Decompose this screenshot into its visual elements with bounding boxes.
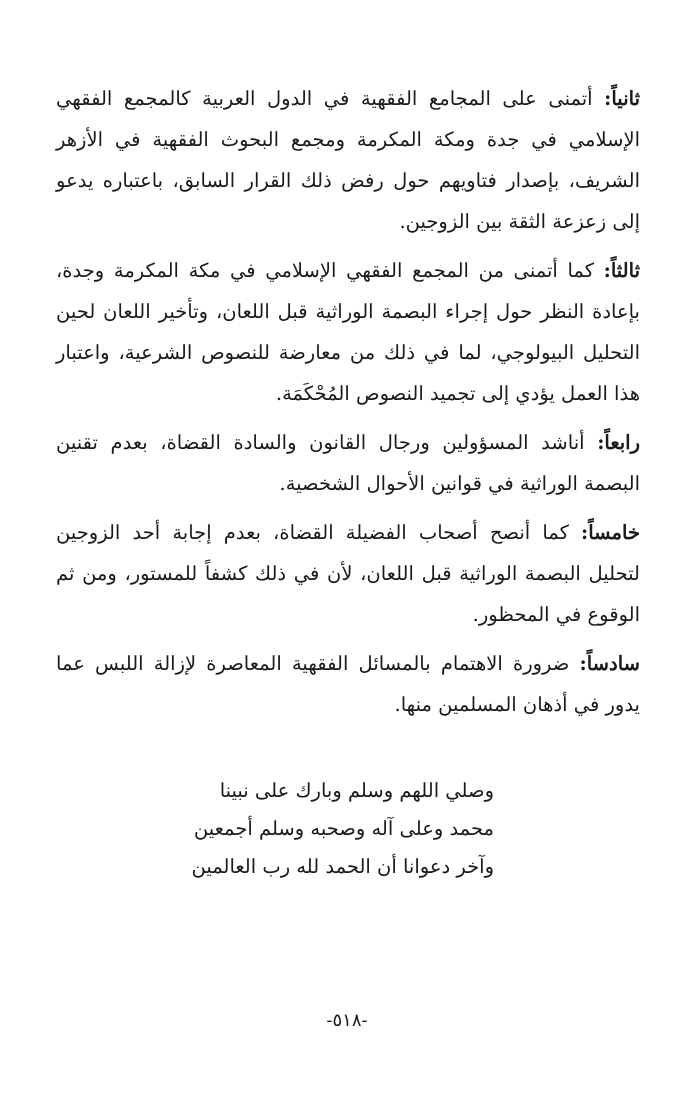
paragraph-lead: سادساً: [579, 652, 640, 675]
document-body [56, 78, 640, 733]
paragraph-lead: ثالثاً: [603, 259, 640, 282]
paragraph-fifth [56, 512, 640, 635]
closing-line: وآخر دعوانا أن الحمد لله رب العالمين [191, 855, 494, 878]
paragraph-text: كما أنصح أصحاب الفضيلة القضاة، بعدم إجابة أحد الزوجين لتحليل البصمة الوراثية قبل اللعان، لأن في ذلك كشفاً للمستور، ومن ثم الوقوع في المحظور. [56, 521, 640, 626]
page-number: -٥١٨- [326, 1010, 368, 1031]
closing-prayer [150, 772, 494, 886]
paragraph-text: ضرورة الاهتمام بالمسائل الفقهية المعاصرة لإزالة اللبس عما يدور في أذهان المسلمين منها. [56, 652, 640, 716]
closing-line: محمد وعلى آله وصحبه وسلم أجمعين [193, 817, 494, 840]
closing-line: وصلي اللهم وسلم وبارك على نبينا [219, 779, 494, 802]
paragraph-lead: ثانياً: [604, 87, 640, 110]
paragraph-text: أناشد المسؤولين ورجال القانون والسادة القضاة، بعدم تقنين البصمة الوراثية في قوانين الأحوال الشخصية. [56, 431, 640, 495]
paragraph-second [56, 78, 640, 242]
paragraph-fourth [56, 422, 640, 504]
paragraph-third [56, 250, 640, 414]
paragraph-text: أتمنى على المجامع الفقهية في الدول العربية كالمجمع الفقهي الإسلامي في جدة ومكة المكرمة ومجمع البحوث الفقهية في الأزهر الشريف، بإصدار فتاويهم حول رفض ذلك القرار السابق، باعتباره يدعو إلى زعزعة الثقة بين الزوجين. [56, 87, 640, 233]
paragraph-lead: رابعاً: [597, 431, 640, 454]
paragraph-lead: خامساً: [581, 521, 640, 544]
paragraph-sixth [56, 643, 640, 725]
paragraph-text: كما أتمنى من المجمع الفقهي الإسلامي في مكة المكرمة وجدة، بإعادة النظر حول إجراء البصمة الوراثية قبل اللعان، وتأخير اللعان لحين التحليل البيولوجي، لما في ذلك من معارضة للنصوص الشرعية، واعتبار هذا العمل يؤدي إلى تجميد النصوص المُحْكَمَة. [56, 259, 640, 405]
